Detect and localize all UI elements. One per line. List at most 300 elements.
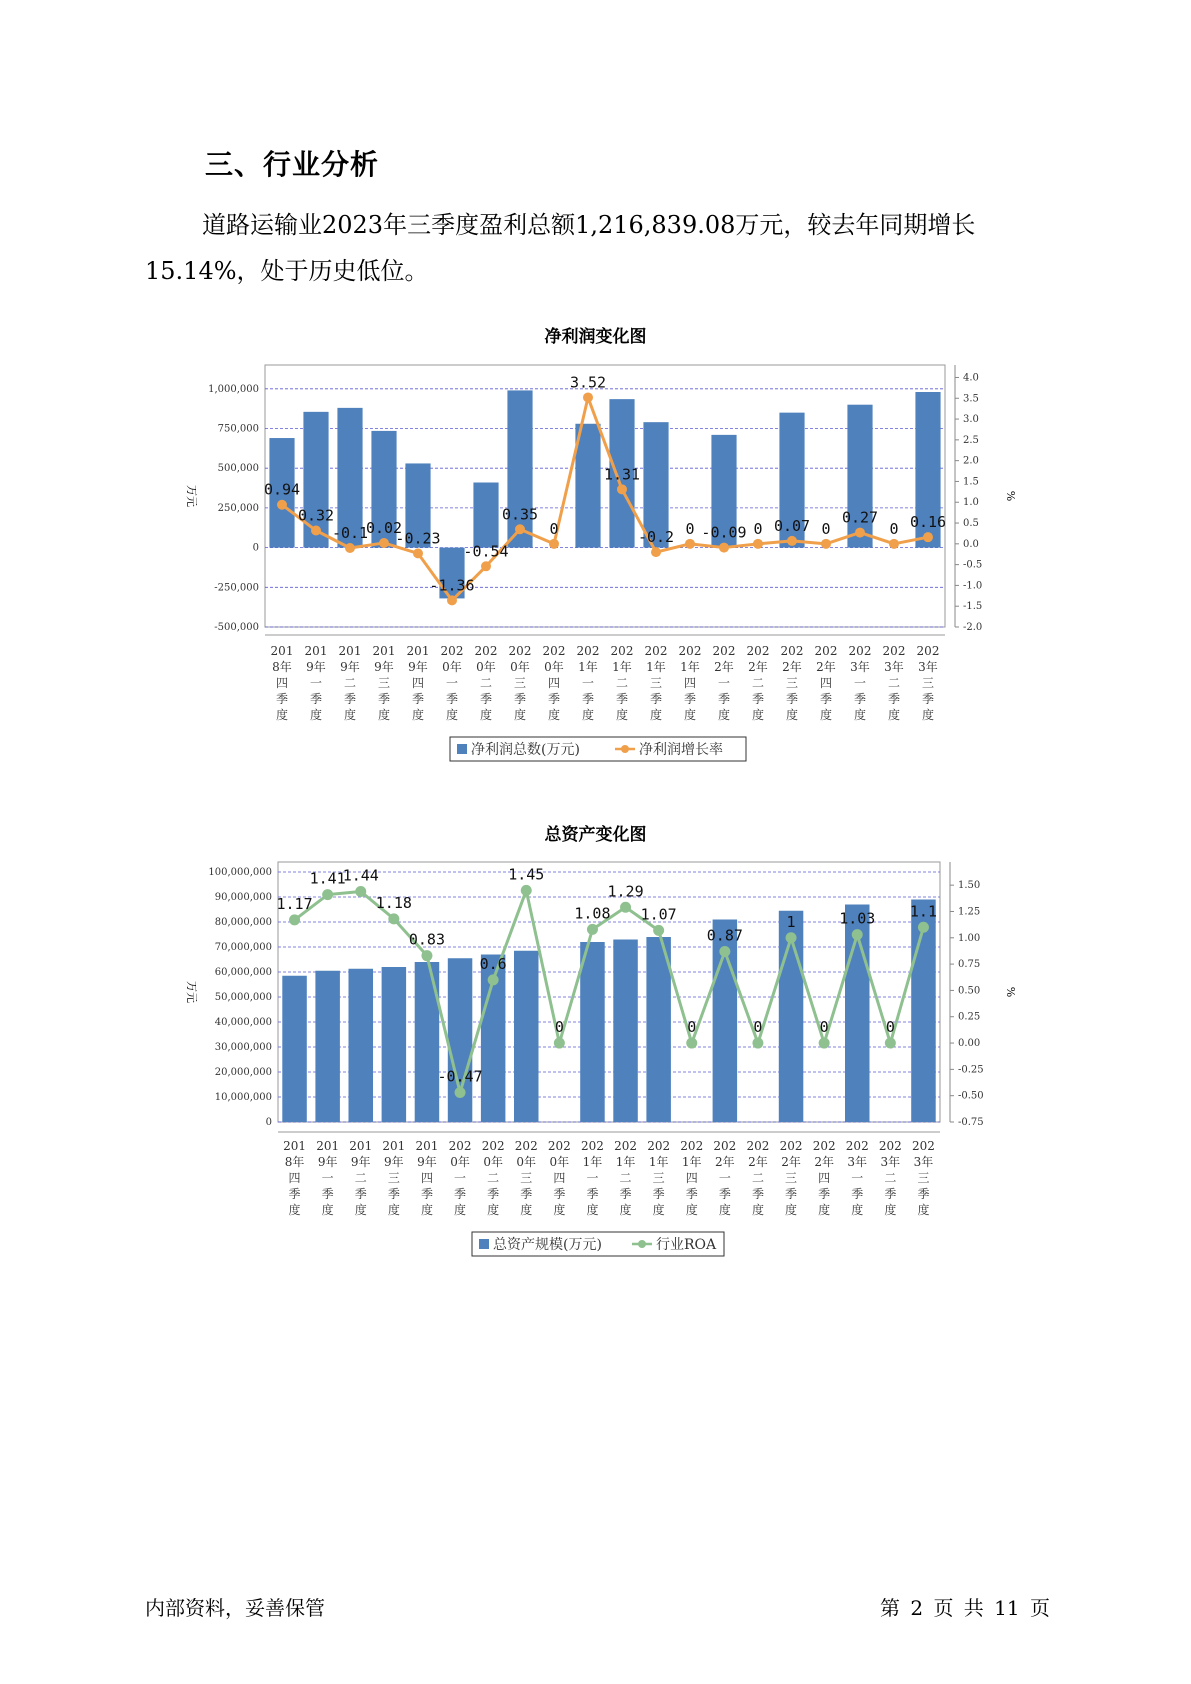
data-label: 0.02 xyxy=(365,518,403,537)
category-label: 季 xyxy=(321,1187,334,1201)
data-label: 1.07 xyxy=(640,905,677,924)
right-tick-label: -1.5 xyxy=(963,601,983,613)
category-label: 一 xyxy=(718,1171,731,1185)
bar xyxy=(575,424,600,548)
data-label: 3.52 xyxy=(569,373,607,392)
category-label: 度 xyxy=(818,1203,831,1217)
category-label: 四 xyxy=(818,1171,831,1185)
legend-line-marker xyxy=(621,745,629,753)
category-label: 季 xyxy=(785,1187,798,1201)
category-label: 202 xyxy=(882,644,906,658)
category-label: 202 xyxy=(481,1139,505,1153)
category-label: 季 xyxy=(751,692,765,706)
category-label: 1年 xyxy=(582,1155,603,1169)
category-label: 一 xyxy=(581,676,595,690)
category-label: 二 xyxy=(619,1171,632,1185)
category-label: 2年 xyxy=(782,660,802,674)
category-label: 一 xyxy=(717,676,731,690)
line-point xyxy=(388,913,399,924)
category-label: 0年 xyxy=(544,660,564,674)
category-label: 季 xyxy=(586,1187,599,1201)
right-tick-label: 2.5 xyxy=(963,434,979,446)
category-label: 三 xyxy=(785,1171,798,1185)
category-label: 度 xyxy=(586,1203,599,1217)
bar xyxy=(315,971,339,1122)
category-label: 季 xyxy=(343,692,357,706)
category-label: 3年 xyxy=(880,1155,901,1169)
category-label: 季 xyxy=(717,692,731,706)
category-label: 9年 xyxy=(306,660,326,674)
line-point xyxy=(355,886,366,897)
line-point xyxy=(379,538,389,548)
line-point xyxy=(311,526,321,536)
category-label: 202 xyxy=(712,644,736,658)
category-label: 二 xyxy=(354,1171,367,1185)
category-label: 二 xyxy=(751,676,765,690)
left-tick-label: 0 xyxy=(265,1117,272,1128)
data-label: 0 xyxy=(753,1018,763,1037)
profit-chart xyxy=(0,355,1191,775)
category-label: 202 xyxy=(448,1139,472,1153)
line-point xyxy=(421,950,432,961)
line-point xyxy=(653,925,664,936)
category-label: 2年 xyxy=(816,660,836,674)
category-label: 三 xyxy=(921,676,935,690)
category-label: 度 xyxy=(411,708,425,722)
data-label: 0 xyxy=(889,519,899,538)
category-label: 3年 xyxy=(884,660,904,674)
line-point xyxy=(719,543,729,553)
category-label: 季 xyxy=(275,692,289,706)
left-tick-label: 1,000,000 xyxy=(208,383,259,395)
category-label: 季 xyxy=(685,1187,698,1201)
line-point xyxy=(587,924,598,935)
left-tick-label: -500,000 xyxy=(214,622,259,633)
line-point xyxy=(786,932,797,943)
left-tick-label: 250,000 xyxy=(217,502,259,514)
category-label: 季 xyxy=(454,1187,467,1201)
category-label: 二 xyxy=(615,676,629,690)
category-label: 1年 xyxy=(646,660,666,674)
category-label: 季 xyxy=(354,1187,367,1201)
category-label: 0年 xyxy=(516,1155,537,1169)
data-label: 0 xyxy=(885,1018,895,1037)
category-label: 度 xyxy=(685,1203,698,1217)
left-tick-label: 10,000,000 xyxy=(214,1092,272,1103)
line-point xyxy=(855,528,865,538)
category-label: 202 xyxy=(678,644,702,658)
left-axis-title: 万元 xyxy=(185,485,198,507)
category-label: 度 xyxy=(619,1203,632,1217)
data-label: -1.36 xyxy=(429,576,475,595)
line-point xyxy=(521,885,532,896)
category-label: 二 xyxy=(884,1171,897,1185)
category-label: 度 xyxy=(377,708,391,722)
line-point xyxy=(322,889,333,900)
line-point xyxy=(821,539,831,549)
category-label: 四 xyxy=(411,676,425,690)
category-label: 三 xyxy=(377,676,391,690)
line-point xyxy=(753,539,763,549)
line-point xyxy=(918,922,929,933)
line-point xyxy=(289,914,300,925)
line-point xyxy=(617,484,627,494)
data-label: 1.45 xyxy=(508,865,545,884)
data-label: 0 xyxy=(753,519,763,538)
data-label: 0 xyxy=(549,519,559,538)
line-point xyxy=(554,1038,565,1049)
category-label: 三 xyxy=(917,1171,930,1185)
category-label: 8年 xyxy=(284,1155,305,1169)
right-tick-label: 1.0 xyxy=(963,497,979,509)
category-label: 3年 xyxy=(918,660,938,674)
category-label: 四 xyxy=(553,1171,566,1185)
line-point xyxy=(447,595,457,605)
category-label: 201 xyxy=(406,644,430,658)
footer-confidential: 内部资料，妥善保管 xyxy=(145,1596,325,1620)
category-label: 202 xyxy=(746,644,770,658)
category-label: 度 xyxy=(887,708,901,722)
left-tick-label: 60,000,000 xyxy=(214,967,272,978)
data-label: 1.41 xyxy=(309,869,346,888)
right-tick-label: -1.0 xyxy=(963,580,983,592)
category-label: 四 xyxy=(819,676,833,690)
category-label: 季 xyxy=(619,1187,632,1201)
left-tick-label: 30,000,000 xyxy=(214,1042,272,1053)
asset-chart-title: 总资产变化图 xyxy=(544,825,647,845)
category-label: 0年 xyxy=(450,1155,470,1169)
category-label: 度 xyxy=(851,1203,864,1217)
category-label: 9年 xyxy=(350,1155,371,1169)
category-label: 季 xyxy=(420,1187,433,1201)
category-label: 2年 xyxy=(715,1155,735,1169)
category-label: 202 xyxy=(576,644,600,658)
right-tick-label: 0.5 xyxy=(963,518,979,530)
category-label: 202 xyxy=(713,1139,737,1153)
category-label: 度 xyxy=(921,708,935,722)
category-label: 201 xyxy=(338,644,362,658)
category-label: 202 xyxy=(547,1139,571,1153)
line-point xyxy=(515,524,525,534)
category-label: 度 xyxy=(683,708,697,722)
category-label: 度 xyxy=(387,1203,400,1217)
category-label: 三 xyxy=(513,676,527,690)
category-label: 202 xyxy=(911,1139,935,1153)
bar xyxy=(580,942,604,1122)
category-label: 度 xyxy=(717,708,731,722)
category-label: 3年 xyxy=(847,1155,868,1169)
category-label: 202 xyxy=(440,644,464,658)
line-point xyxy=(889,539,899,549)
category-label: 一 xyxy=(321,1171,334,1185)
category-label: 季 xyxy=(445,692,459,706)
category-label: 0年 xyxy=(549,1155,570,1169)
category-label: 202 xyxy=(780,644,804,658)
category-label: 9年 xyxy=(374,660,394,674)
bar xyxy=(382,967,406,1122)
left-tick-label: 100,000,000 xyxy=(208,867,272,878)
category-label: 四 xyxy=(547,676,561,690)
data-label: 0.07 xyxy=(773,516,811,535)
legend-bar-swatch xyxy=(479,1239,489,1249)
data-label: 1.31 xyxy=(603,465,641,484)
category-label: 一 xyxy=(454,1171,467,1185)
category-label: 度 xyxy=(479,708,493,722)
category-label: 二 xyxy=(887,676,901,690)
category-label: 度 xyxy=(581,708,595,722)
category-label: 一 xyxy=(851,1171,864,1185)
category-label: 201 xyxy=(415,1139,439,1153)
category-label: 度 xyxy=(420,1203,433,1217)
line-point xyxy=(345,543,355,553)
category-label: 季 xyxy=(683,692,697,706)
category-label: 度 xyxy=(718,1203,731,1217)
category-label: 202 xyxy=(812,1139,836,1153)
category-label: 9年 xyxy=(317,1155,338,1169)
right-tick-label: 1.50 xyxy=(958,880,981,892)
category-label: 度 xyxy=(275,708,289,722)
category-label: 四 xyxy=(685,1171,698,1185)
category-label: 度 xyxy=(445,708,459,722)
category-label: 202 xyxy=(614,1139,638,1153)
right-tick-label: 0.25 xyxy=(958,1011,981,1023)
right-tick-label: 4.0 xyxy=(963,372,979,384)
left-tick-label: 20,000,000 xyxy=(214,1067,272,1078)
right-tick-label: 3.0 xyxy=(963,414,979,426)
category-label: 202 xyxy=(647,1139,671,1153)
category-label: 201 xyxy=(304,644,328,658)
category-label: 202 xyxy=(580,1139,604,1153)
category-label: 201 xyxy=(349,1139,373,1153)
right-tick-label: 0.00 xyxy=(958,1038,981,1050)
category-label: 季 xyxy=(853,692,867,706)
category-label: 四 xyxy=(420,1171,433,1185)
category-label: 一 xyxy=(853,676,867,690)
footer-page-number: 第 2 页 共 11 页 xyxy=(880,1596,1050,1620)
category-label: 一 xyxy=(586,1171,599,1185)
category-label: 度 xyxy=(785,1203,798,1217)
category-label: 度 xyxy=(520,1203,533,1217)
line-point xyxy=(413,548,423,558)
category-label: 1年 xyxy=(680,660,700,674)
category-label: 度 xyxy=(615,708,629,722)
category-label: 3年 xyxy=(850,660,870,674)
category-label: 季 xyxy=(615,692,629,706)
line-point xyxy=(752,1038,763,1049)
legend-bar-swatch xyxy=(457,744,467,754)
category-label: 202 xyxy=(508,644,532,658)
line-point xyxy=(686,1038,697,1049)
category-label: 二 xyxy=(343,676,357,690)
right-axis-title: % xyxy=(1004,986,1017,998)
line-point xyxy=(651,547,661,557)
category-label: 202 xyxy=(610,644,634,658)
data-label: -0.2 xyxy=(637,528,675,547)
category-label: 度 xyxy=(547,708,561,722)
bar xyxy=(349,969,373,1122)
right-tick-label: -2.0 xyxy=(963,622,983,633)
line-point xyxy=(488,974,499,985)
category-label: 202 xyxy=(878,1139,902,1153)
category-label: 202 xyxy=(845,1139,869,1153)
right-tick-label: 0.75 xyxy=(958,959,981,971)
category-label: 1年 xyxy=(648,1155,669,1169)
category-label: 2年 xyxy=(714,660,734,674)
category-label: 2年 xyxy=(781,1155,801,1169)
category-label: 201 xyxy=(372,644,396,658)
category-label: 度 xyxy=(288,1203,301,1217)
category-label: 四 xyxy=(288,1171,301,1185)
category-label: 季 xyxy=(851,1187,864,1201)
legend-line-label: 净利润增长率 xyxy=(639,742,723,758)
category-label: 季 xyxy=(718,1187,731,1201)
category-label: 季 xyxy=(288,1187,301,1201)
bar xyxy=(473,483,498,548)
data-label: 0 xyxy=(685,519,695,538)
line-point xyxy=(787,536,797,546)
category-label: 季 xyxy=(487,1187,500,1201)
category-label: 季 xyxy=(751,1187,764,1201)
line-point xyxy=(481,561,491,571)
right-tick-label: 1.00 xyxy=(958,932,981,944)
data-label: 1.44 xyxy=(342,866,379,885)
data-label: -0.09 xyxy=(701,523,747,542)
left-tick-label: 50,000,000 xyxy=(214,992,272,1003)
left-tick-label: 80,000,000 xyxy=(214,917,272,928)
line-point xyxy=(583,392,593,402)
category-label: 季 xyxy=(819,692,833,706)
category-label: 度 xyxy=(454,1203,467,1217)
category-label: 二 xyxy=(751,1171,764,1185)
left-tick-label: -250,000 xyxy=(214,582,259,594)
category-label: 一 xyxy=(309,676,323,690)
category-label: 202 xyxy=(814,644,838,658)
category-label: 季 xyxy=(377,692,391,706)
category-label: 度 xyxy=(884,1203,897,1217)
category-label: 季 xyxy=(553,1187,566,1201)
category-label: 季 xyxy=(309,692,323,706)
data-label: -0.47 xyxy=(437,1067,483,1086)
category-label: 202 xyxy=(542,644,566,658)
line-point xyxy=(719,946,730,957)
data-label: 1.1 xyxy=(909,902,937,921)
category-label: 9年 xyxy=(417,1155,437,1169)
category-label: 201 xyxy=(283,1139,307,1153)
data-label: 1.18 xyxy=(375,893,412,912)
right-tick-label: -0.25 xyxy=(958,1064,984,1076)
right-tick-label: 1.5 xyxy=(963,476,979,488)
category-label: 度 xyxy=(321,1203,334,1217)
category-label: 1年 xyxy=(681,1155,702,1169)
data-label: 0 xyxy=(687,1018,697,1037)
category-label: 度 xyxy=(354,1203,367,1217)
data-label: -0.1 xyxy=(331,523,369,542)
category-label: 202 xyxy=(746,1139,770,1153)
data-label: 0.27 xyxy=(841,508,879,527)
bar xyxy=(613,940,637,1123)
line-point xyxy=(277,500,287,510)
line-point xyxy=(455,1087,466,1098)
category-label: 0年 xyxy=(476,660,496,674)
category-label: 2年 xyxy=(814,1155,834,1169)
category-label: 202 xyxy=(474,644,498,658)
data-label: 1.03 xyxy=(839,909,876,928)
category-label: 202 xyxy=(644,644,668,658)
left-tick-label: 750,000 xyxy=(217,423,259,435)
data-label: 0 xyxy=(819,1018,829,1037)
category-label: 季 xyxy=(887,692,901,706)
right-tick-label: 2.0 xyxy=(963,455,979,467)
line-point xyxy=(923,532,933,542)
data-label: 0.32 xyxy=(297,506,335,525)
line-point xyxy=(819,1038,830,1049)
bar xyxy=(514,951,538,1122)
category-label: 四 xyxy=(275,676,289,690)
data-label: -0.54 xyxy=(463,542,509,561)
category-label: 0年 xyxy=(442,660,462,674)
category-label: 度 xyxy=(343,708,357,722)
category-label: 202 xyxy=(848,644,872,658)
category-label: 201 xyxy=(270,644,294,658)
data-label: 1.17 xyxy=(276,894,313,913)
legend-line-label: 行业ROA xyxy=(656,1237,717,1253)
data-label: 0.94 xyxy=(263,480,301,499)
bar xyxy=(282,976,306,1122)
left-tick-label: 90,000,000 xyxy=(214,892,272,903)
category-label: 度 xyxy=(917,1203,930,1217)
category-label: 度 xyxy=(649,708,663,722)
category-label: 度 xyxy=(309,708,323,722)
left-tick-label: 500,000 xyxy=(217,463,259,475)
asset-chart xyxy=(0,850,1191,1270)
category-label: 度 xyxy=(853,708,867,722)
category-label: 季 xyxy=(513,692,527,706)
left-tick-label: 40,000,000 xyxy=(214,1017,272,1028)
category-label: 季 xyxy=(581,692,595,706)
bar xyxy=(507,390,532,547)
right-tick-label: 0.50 xyxy=(958,985,981,997)
category-label: 1年 xyxy=(612,660,632,674)
data-label: 0 xyxy=(554,1018,564,1037)
category-label: 度 xyxy=(487,1203,500,1217)
category-label: 0年 xyxy=(483,1155,503,1169)
category-label: 9年 xyxy=(384,1155,404,1169)
category-label: 8年 xyxy=(272,660,292,674)
category-label: 度 xyxy=(751,1203,764,1217)
category-label: 二 xyxy=(487,1171,500,1185)
category-label: 0年 xyxy=(510,660,530,674)
category-label: 季 xyxy=(785,692,799,706)
category-label: 1年 xyxy=(578,660,598,674)
legend-line-marker xyxy=(638,1240,646,1248)
category-label: 201 xyxy=(316,1139,340,1153)
data-label: 0.83 xyxy=(408,930,446,949)
data-label: 1 xyxy=(786,912,796,931)
category-label: 二 xyxy=(479,676,493,690)
data-label: 1.29 xyxy=(607,882,644,901)
line-point xyxy=(549,539,559,549)
legend-bar-label: 净利润总数(万元) xyxy=(471,742,580,758)
category-label: 度 xyxy=(513,708,527,722)
left-axis-title: 万元 xyxy=(185,981,198,1003)
category-label: 度 xyxy=(785,708,799,722)
category-label: 度 xyxy=(652,1203,665,1217)
right-tick-label: 0.0 xyxy=(963,538,979,550)
category-label: 三 xyxy=(520,1171,533,1185)
category-label: 2年 xyxy=(748,660,768,674)
line-point xyxy=(685,539,695,549)
category-label: 季 xyxy=(649,692,663,706)
